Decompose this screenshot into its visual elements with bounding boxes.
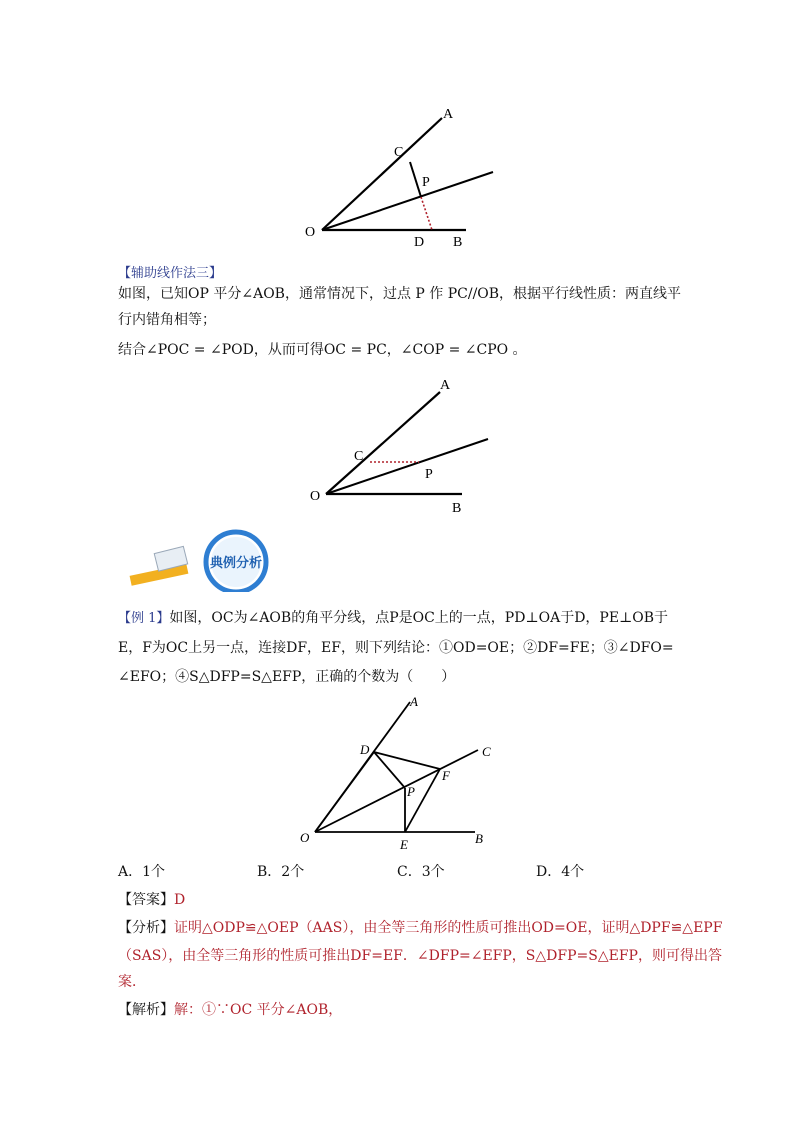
label-B: B: [475, 831, 483, 846]
figure-angle-bisector-1: [290, 100, 510, 260]
label-C: C: [394, 145, 404, 160]
method3-line2: 行内错角相等；: [118, 312, 216, 328]
label-P: P: [422, 175, 430, 190]
analysis-line2: （SAS），由全等三角形的性质可推出DF=EF．∠DFP=∠EFP，S△DFP=S△EFP，则可得出答: [118, 948, 722, 964]
label-E: E: [400, 837, 408, 852]
label-D: D: [414, 235, 425, 250]
option-c[interactable]: C．3个: [397, 864, 445, 880]
example-line2: E，F为OC上另一点，连接DF，EF，则下列结论：①OD=OE；②DF=FE；③∠DFO=: [118, 640, 674, 656]
method3-line3: 结合∠POC = ∠POD，从而可得OC = PC，∠COP = ∠CPO 。: [118, 342, 527, 358]
label-F: F: [442, 768, 450, 783]
answer-value: D: [174, 892, 186, 908]
label-A: A: [440, 378, 451, 393]
label-O: O: [300, 830, 310, 845]
example-line3: ∠EFO；④S△DFP=S△EFP，正确的个数为（ ）: [118, 669, 456, 685]
label-P: P: [425, 467, 433, 482]
label-C: C: [354, 449, 364, 464]
analysis-tag: 【分析】: [118, 920, 174, 936]
example-tag: 【例 1】: [118, 611, 170, 626]
badge-label: 典例分析: [209, 556, 262, 571]
figure-example-1: [290, 692, 510, 858]
label-P: P: [407, 784, 415, 799]
solution-line1: [118, 996, 342, 1024]
answer-line: [118, 886, 185, 914]
label-D: D: [360, 742, 370, 757]
example-analysis-badge: [128, 528, 278, 592]
label-A: A: [410, 694, 418, 709]
figure-angle-bisector-2: [290, 372, 510, 522]
option-b[interactable]: B．2个: [257, 864, 305, 880]
method3-line1: 如图，已知OP 平分∠AOB，通常情况下，过点 P 作 PC//OB，根据平行线性质：两直线平: [118, 286, 682, 302]
label-B: B: [453, 235, 463, 250]
answer-tag: 【答案】: [118, 892, 174, 908]
label-B: B: [452, 501, 462, 516]
option-d[interactable]: D．4个: [536, 864, 585, 880]
label-C: C: [482, 744, 491, 759]
example-text-1: 如图，OC为∠AOB的角平分线，点P是OC上的一点，PD⊥OA于D，PE⊥OB于: [169, 610, 669, 626]
example-line1: [118, 604, 668, 633]
solution-tag: 【解析】: [118, 1002, 174, 1018]
label-O: O: [305, 225, 316, 240]
method3-heading: 【辅助线作法三】: [118, 266, 223, 281]
solution-text-1: 解：①∵OC 平分∠AOB，: [174, 1002, 343, 1018]
label-O: O: [310, 489, 321, 504]
analysis-text-1: 证明△ODP≌△OEP（AAS），由全等三角形的性质可推出OD=OE，证明△DPF≌△EPF: [174, 920, 723, 936]
option-a[interactable]: A．1个: [118, 864, 166, 880]
label-A: A: [443, 107, 454, 122]
analysis-line1: [118, 914, 722, 942]
analysis-line3: 案．: [118, 974, 146, 990]
